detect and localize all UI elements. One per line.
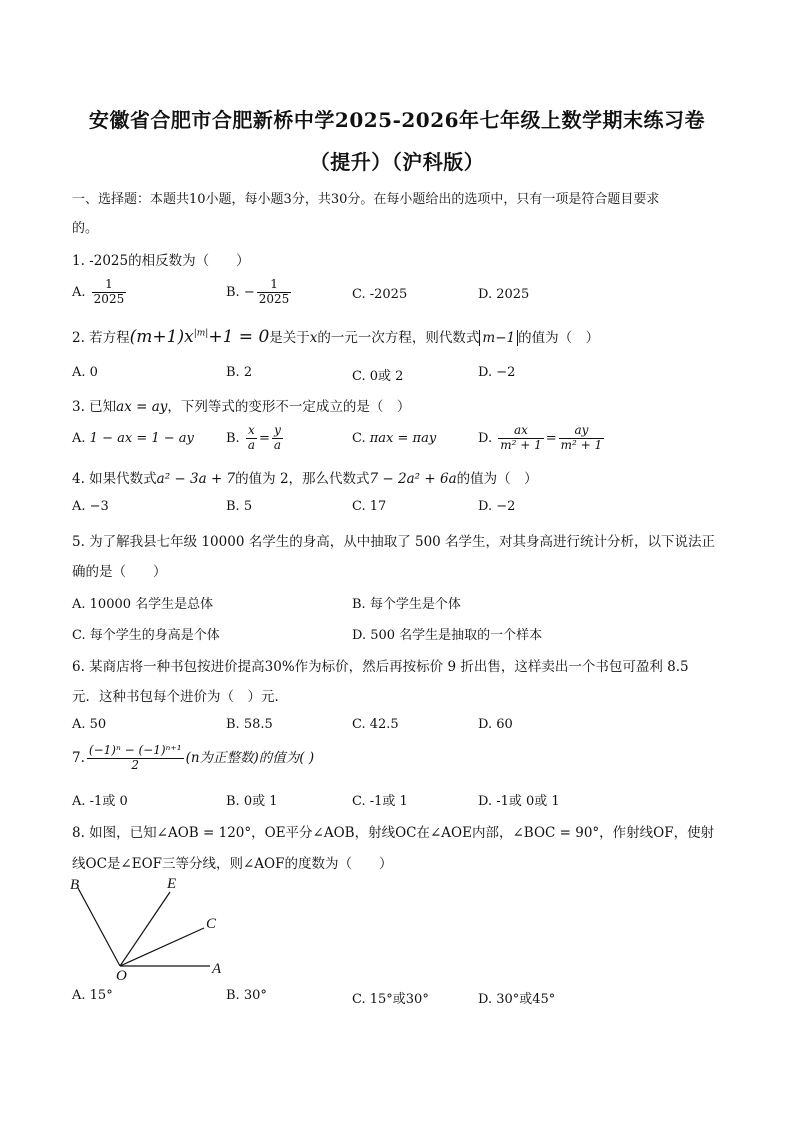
numerator: ax [498,424,544,439]
q6-stem-1: 6. 某商店将一种书包按进价提高30%作为标价，然后再按标价 9 折出售，这样卖出一个书包可盈利 8.5 [72,659,689,675]
q1-stem: 1. -2025的相反数为（ ） [72,253,250,269]
option-label: A. [72,431,86,446]
q7-text-post: (n为正整数)的值为( ) [185,749,315,766]
q2-abs-expr: m−1 [479,330,518,346]
q3-text-post: ，下列等式的变形不一定成立的是（ ） [167,399,411,415]
section-intro-1: 一、选择题：本题共10小题，每小题3分，共30分。在每小题给出的选项中，只有一项是符合题目要求 [72,192,660,207]
q5-option-b: B. 每个学生是个体 [352,597,461,612]
q2-text-pre: 2. 若方程 [72,330,130,346]
fraction [498,424,544,453]
q6-option-d: D. 60 [478,717,513,732]
label-b: B [70,877,80,893]
q2-option-a: A. 0 [72,365,98,380]
q3-option-d [478,424,606,453]
q3-option-b [226,424,285,453]
q1-option-b [226,278,293,307]
minus-sign: − [243,284,255,300]
q2-eq-rest: +1 = 0 [208,327,270,347]
q7-option-a: A. -1或 0 [72,794,128,809]
q2-stem [72,326,599,347]
q4-option-c: C. 17 [352,499,387,514]
q2-equation [130,327,270,347]
q4-option-a: A. −3 [72,499,109,514]
angle-figure [64,872,234,984]
title-line-1: 安徽省合肥市合肥新桥中学2025-2026年七年级上数学期末练习卷 [88,108,706,132]
numerator: ay [559,424,605,439]
q2-text-mid: 是关于 [269,330,310,346]
q4-text-mid: 的值为 2，那么代数式 [235,471,370,487]
q5-stem-1: 5. 为了解我县七年级 10000 名学生的身高，从中抽取了 500 名学生，对其身高进行统计分析，以下说法正 [72,534,716,550]
q8-option-a: A. 15° [72,988,113,1003]
q4-expr-2: 7 − 2a² + 6a [369,471,457,487]
q5-option-d: D. 500 名学生是抽取的一个样本 [352,628,543,643]
q6-option-b: B. 58.5 [226,717,273,732]
q5-option-a: A. 10000 名学生是总体 [72,597,214,612]
label-c: C [206,916,217,932]
q2-option-b: B. 2 [226,365,253,380]
equals-sign: = [258,430,270,446]
denominator: 2025 [93,291,125,306]
numerator: 1 [92,278,127,293]
option-expr: 1 − ax = 1 − ay [89,431,194,446]
option-label: A. [72,284,86,300]
q6-option-c: C. 42.5 [352,717,399,732]
fraction [246,424,257,453]
q2-text-end: 的值为（ ） [518,330,600,346]
denominator: a [273,437,282,452]
denominator: m² + 1 [500,437,542,452]
ray-ob [78,888,120,966]
q7-number: 7. [72,749,85,766]
option-label: B. [226,284,240,300]
q4-expr-1: a² − 3a + 7 [156,471,236,487]
q3-equation: ax = ay [116,399,168,415]
fraction [257,278,292,307]
q8-option-d: D. 30°或45° [478,992,556,1007]
q5-option-c: C. 每个学生的身高是个体 [72,628,220,643]
label-o: O [116,968,127,984]
q3-option-a [72,431,194,446]
q4-option-b: B. 5 [226,499,253,514]
q4-text-pre: 4. 如果代数式 [72,471,157,487]
q7-stem [72,744,314,773]
denominator: 2025 [258,291,290,306]
denominator: m² + 1 [560,437,603,452]
q3-option-c [352,431,436,446]
q3-text-pre: 3. 已知 [72,399,117,415]
option-label: D. [478,430,493,446]
q4-stem [72,467,538,487]
numerator: 1 [257,278,292,293]
q3-stem [72,395,410,415]
q2-option-d: D. −2 [478,365,516,380]
q7-option-b: B. 0或 1 [226,794,278,809]
q4-text-post: 的值为（ ） [456,471,538,487]
denominator: a [247,437,255,452]
fraction [92,278,127,307]
option-expr: πax = πay [369,431,437,446]
q8-stem-1: 8. 如图，已知∠AOB = 120°，OE平分∠AOB，射线OC在∠AOE内部，∠BOC = 90°，作射线OF，使射 [72,825,715,841]
label-e: E [167,876,177,892]
q2-eq-base: (m+1)x [129,327,194,347]
q4-option-d: D. −2 [478,499,516,514]
q1-option-c: C. -2025 [352,287,408,302]
q5-stem-2: 确的是（ ） [72,564,167,580]
q6-option-a: A. 50 [72,717,107,732]
fraction [559,424,605,453]
q7-option-c: C. -1或 1 [352,794,408,809]
denominator: 2 [131,757,140,772]
option-label: B. [226,430,240,446]
q2-eq-exponent: |m| [193,328,209,339]
title-line-2: （提升）（沪科版） [309,150,485,174]
q2-text-post: 的一元一次方程，则代数式 [317,330,480,346]
label-a: A [212,961,222,977]
q2-option-c: C. 0或 2 [352,369,404,384]
q6-stem-2: 元．这种书包每个进价为（ ）元． [72,689,288,705]
numerator: (−1)ⁿ − (−1)ⁿ⁺¹ [88,743,182,757]
q1-option-a [72,278,128,307]
option-label: C. [352,431,366,446]
q2-var: x [309,330,318,346]
q1-option-d: D. 2025 [478,287,530,302]
numerator: y [272,424,283,439]
q8-option-b: B. 30° [226,988,267,1003]
numerator: x [246,424,257,439]
fraction [272,424,283,453]
section-intro-2: 的。 [72,221,99,236]
q7-fraction [87,744,184,773]
q8-stem-2: 线OC是∠EOF三等分线，则∠AOF的度数为（ ） [72,856,393,872]
q7-option-d: D. -1或 0或 1 [478,794,560,809]
equals-sign: = [545,430,557,446]
q8-option-c: C. 15°或30° [352,992,429,1007]
